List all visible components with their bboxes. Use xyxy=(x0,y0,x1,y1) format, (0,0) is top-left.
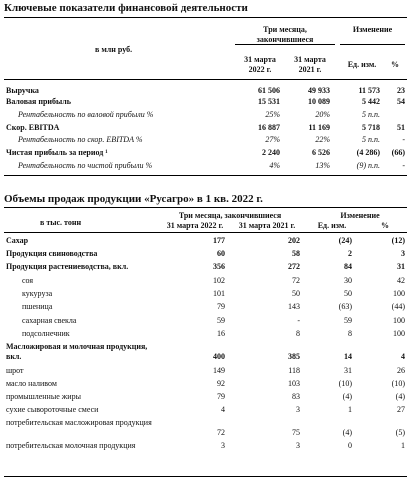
table-cell-2022: 15 531 xyxy=(258,97,280,106)
table-cell-2022: 2 240 xyxy=(262,148,280,157)
table-cell-change: 30 xyxy=(344,276,352,285)
table-cell-2022: 79 xyxy=(217,392,225,401)
table-cell-2021: 58 xyxy=(292,249,300,258)
s1-change-rule xyxy=(340,44,405,45)
s1-period-rule xyxy=(235,44,335,45)
table-cell-change: 5 п.п. xyxy=(362,135,380,144)
table-cell-2021: 13% xyxy=(315,161,330,170)
table-row-label: Валовая прибыль xyxy=(6,97,71,106)
table-cell-change: 14 xyxy=(344,352,352,361)
table-cell-2022: 149 xyxy=(213,366,225,375)
s1-unit-header: в млн руб. xyxy=(95,45,133,54)
table-row-label: Рентабельность по скор. EBITDA % xyxy=(18,135,143,144)
table-cell-2021: 6 526 xyxy=(312,148,330,157)
table-cell-change: 11 573 xyxy=(358,86,380,95)
table-cell-2022: 101 xyxy=(213,289,225,298)
section2-title: Объемы продаж продукции «Русагро» в 1 кв. 2022 г. xyxy=(4,193,263,205)
table-cell-pct: 4 xyxy=(401,352,405,361)
table-cell-2021: 10 089 xyxy=(308,97,330,106)
table-cell-2022: 177 xyxy=(213,236,225,245)
s2-col-unit: Ед. изм. xyxy=(317,221,347,230)
table-cell-pct: 100 xyxy=(393,289,405,298)
table-cell-2021: 22% xyxy=(315,135,330,144)
table-row-label: масло наливом xyxy=(6,379,57,388)
table-cell-pct: 42 xyxy=(397,276,405,285)
s2-col-2021: 31 марта 2021 г. xyxy=(238,221,296,230)
table-row-label: Масложировая и молочная продукция, вкл. xyxy=(6,342,148,361)
table-cell-pct: (5) xyxy=(395,428,405,437)
table-cell-2022: 400 xyxy=(213,352,225,361)
section1-title: Ключевые показатели финансовой деятельности xyxy=(4,2,248,14)
s1-col-pct: % xyxy=(391,60,399,69)
table-cell-pct: - xyxy=(402,135,405,144)
table-row-label: сухие сывороточные смеси xyxy=(6,405,99,414)
section2-title-rule xyxy=(4,207,407,208)
table-cell-2021: 49 933 xyxy=(308,86,330,95)
table-cell-change: 59 xyxy=(344,316,352,325)
table-cell-pct: 1 xyxy=(401,441,405,450)
table-cell-2022: 4 xyxy=(221,405,225,414)
table-cell-pct: 31 xyxy=(397,262,405,271)
table-cell-change: 2 xyxy=(348,249,352,258)
table-cell-pct: 100 xyxy=(393,316,405,325)
table-row-label: Продукция свиноводства xyxy=(6,249,98,258)
s1-bottom-rule xyxy=(4,175,407,176)
table-cell-change: (63) xyxy=(338,302,352,311)
s2-change-group: Изменение xyxy=(340,211,380,220)
s2-unit-header: в тыс. тонн xyxy=(40,218,82,227)
table-cell-2021: 72 xyxy=(292,276,300,285)
table-row-label: соя xyxy=(22,276,34,285)
table-cell-2022: 25% xyxy=(265,110,280,119)
table-cell-pct: (10) xyxy=(391,379,405,388)
table-row-label: потребительская масложировая продукция xyxy=(6,418,152,427)
table-cell-2021: 202 xyxy=(288,236,300,245)
table-cell-change: 31 xyxy=(344,366,352,375)
s2-col-2022: 31 марта 2022 г. xyxy=(166,221,224,230)
table-cell-change: 5 п.п. xyxy=(362,110,380,119)
table-cell-2021: 11 169 xyxy=(308,123,330,132)
table-row-label: промышленные жиры xyxy=(6,392,81,401)
table-cell-2021: 385 xyxy=(288,352,300,361)
section1-title-rule xyxy=(4,17,407,18)
table-cell-2022: 27% xyxy=(265,135,280,144)
table-cell-2021: 118 xyxy=(288,366,300,375)
table-row-label: Рентабельность по валовой прибыли % xyxy=(18,110,154,119)
table-cell-pct: 23 xyxy=(397,86,405,95)
table-cell-2022: 16 887 xyxy=(258,123,280,132)
table-cell-change: (4) xyxy=(342,428,352,437)
table-cell-2021: 3 xyxy=(296,441,300,450)
table-row-label: Рентабельность по чистой прибыли % xyxy=(18,161,153,170)
s1-period-group: Три месяца, закончившиеся xyxy=(256,25,314,44)
table-cell-2021: 272 xyxy=(288,262,300,271)
table-cell-pct: 54 xyxy=(397,97,405,106)
table-cell-change: 1 xyxy=(348,405,352,414)
s2-bottom-rule xyxy=(4,476,407,477)
table-row-label: Сахар xyxy=(6,236,29,245)
table-cell-pct: 3 xyxy=(401,249,405,258)
s1-change-group: Изменение xyxy=(352,25,393,34)
table-cell-change: 5 442 xyxy=(362,97,380,106)
table-row-label: Скор. EBITDA xyxy=(6,123,60,132)
s1-col-unit: Ед. изм. xyxy=(347,60,377,69)
table-cell-change: 8 xyxy=(348,329,352,338)
table-cell-change: (4) xyxy=(342,392,352,401)
s2-col-pct: % xyxy=(381,221,389,230)
table-cell-change: (4 286) xyxy=(356,148,380,157)
table-cell-2021: 20% xyxy=(315,110,330,119)
table-row-label: сахарная свекла xyxy=(22,316,77,325)
table-cell-2022: 61 506 xyxy=(258,86,280,95)
table-cell-pct: (44) xyxy=(391,302,405,311)
table-cell-change: (9) п.п. xyxy=(356,161,380,170)
table-cell-2022: 102 xyxy=(213,276,225,285)
table-cell-2022: 92 xyxy=(217,379,225,388)
table-row-label: пшеница xyxy=(22,302,53,311)
table-cell-2021: 50 xyxy=(292,289,300,298)
table-cell-2021: 3 xyxy=(296,405,300,414)
table-cell-2022: 72 xyxy=(217,428,225,437)
table-cell-2022: 16 xyxy=(217,329,225,338)
table-cell-pct: 51 xyxy=(397,123,405,132)
table-cell-change: 0 xyxy=(348,441,352,450)
table-cell-change: 50 xyxy=(344,289,352,298)
table-row-label: Продукция растениеводства, вкл. xyxy=(6,262,129,271)
table-cell-pct: (66) xyxy=(391,148,405,157)
table-cell-change: (10) xyxy=(338,379,352,388)
table-cell-2022: 356 xyxy=(213,262,225,271)
s1-header-rule xyxy=(4,79,407,80)
s2-period-group: Три месяца, закончившиеся xyxy=(178,211,282,220)
table-cell-pct: 100 xyxy=(393,329,405,338)
table-cell-change: (24) xyxy=(338,236,352,245)
table-row-label: потребительская молочная продукция xyxy=(6,441,136,450)
table-cell-pct: - xyxy=(402,161,405,170)
table-row-label: подсолнечник xyxy=(22,329,70,338)
table-cell-2022: 60 xyxy=(217,249,225,258)
s1-col-2022: 31 марта 2022 г. xyxy=(244,55,276,74)
table-cell-2021: 143 xyxy=(288,302,300,311)
table-row-label: шрот xyxy=(6,366,24,375)
table-row-label: Чистая прибыль за период ¹ xyxy=(6,148,108,157)
table-row-label: кукуруза xyxy=(22,289,53,298)
table-cell-2022: 4% xyxy=(269,161,280,170)
table-cell-2022: 79 xyxy=(217,302,225,311)
table-cell-2021: 8 xyxy=(296,329,300,338)
table-row-label: Выручка xyxy=(6,86,39,95)
table-cell-2022: 59 xyxy=(217,316,225,325)
s2-header-rule xyxy=(4,232,407,233)
table-cell-2022: 3 xyxy=(221,441,225,450)
table-cell-pct: 26 xyxy=(397,366,405,375)
table-cell-change: 84 xyxy=(344,262,352,271)
table-cell-pct: (12) xyxy=(391,236,405,245)
table-cell-2021: 75 xyxy=(292,428,300,437)
table-cell-2021: - xyxy=(297,316,300,325)
table-cell-2021: 83 xyxy=(292,392,300,401)
table-cell-change: 5 718 xyxy=(362,123,380,132)
table-cell-pct: 27 xyxy=(397,405,405,414)
s1-col-2021: 31 марта 2021 г. xyxy=(294,55,326,74)
table-cell-2021: 103 xyxy=(288,379,300,388)
table-cell-pct: (4) xyxy=(395,392,405,401)
